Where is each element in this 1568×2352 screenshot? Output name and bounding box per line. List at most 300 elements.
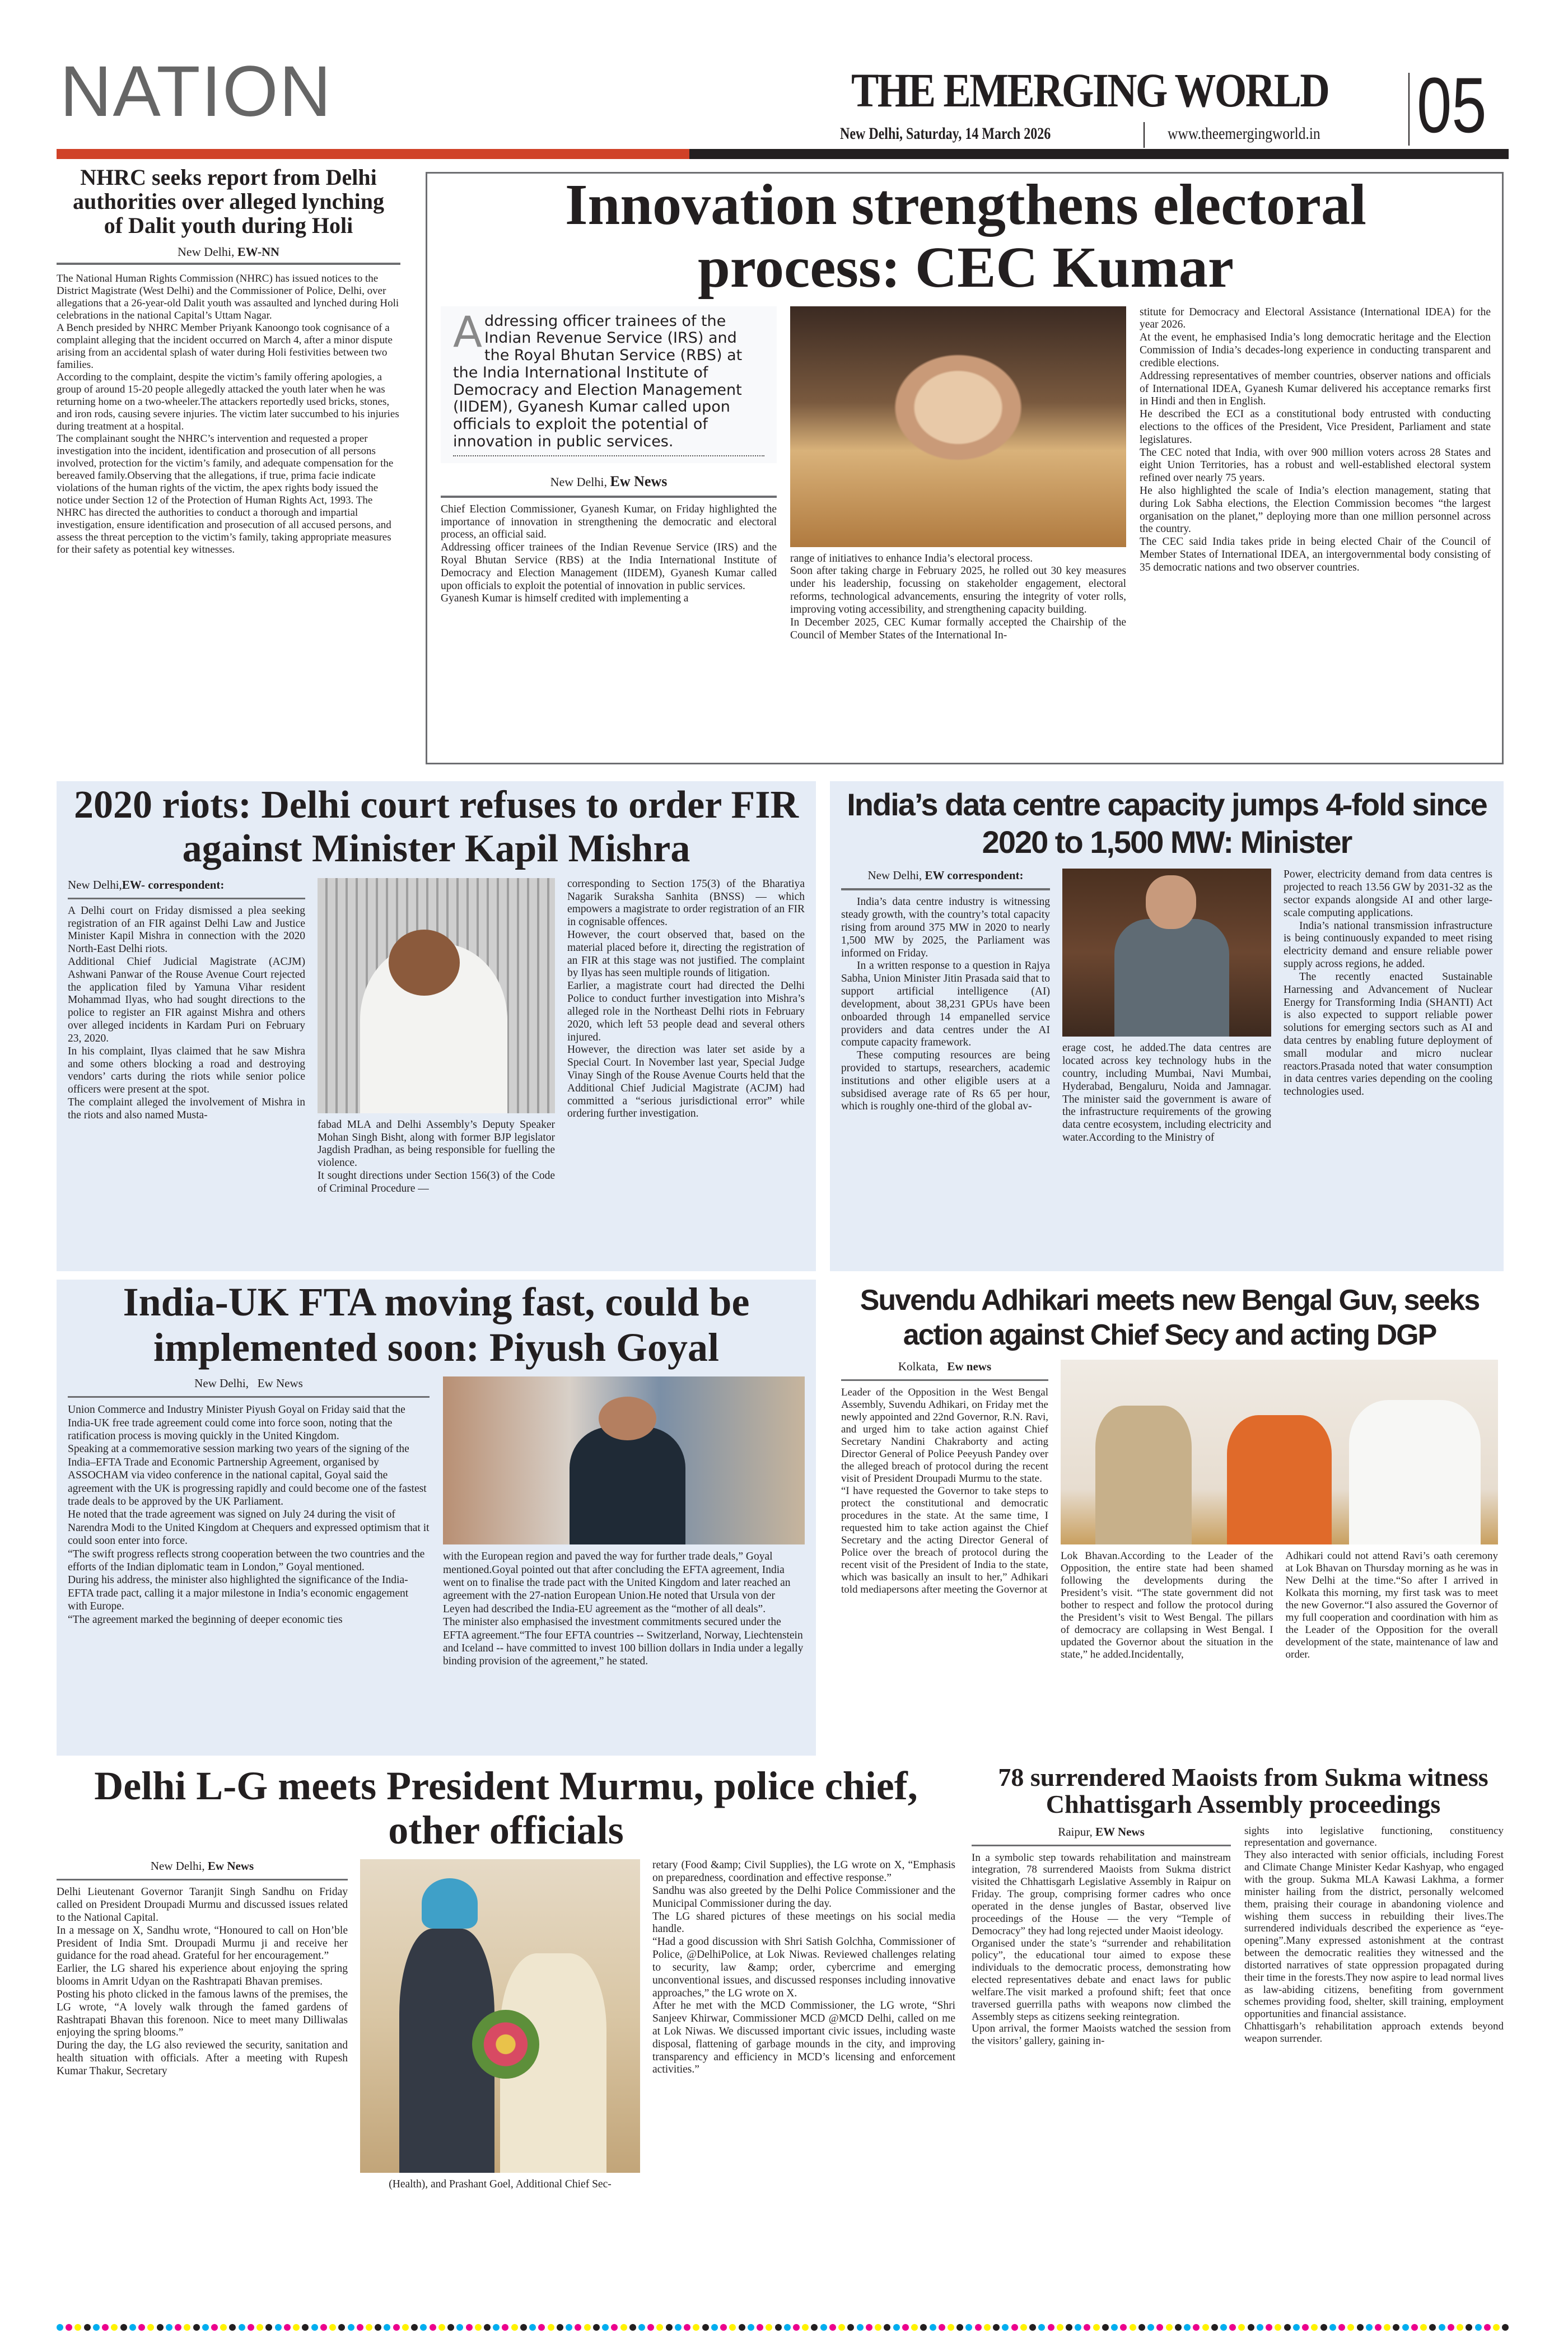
paragraph: Addressing representatives of member countries, observer nations and officials of International IDEA, Gyanesh Kumar delivered his acceptance remarks first in Hindi and then in English. <box>1140 370 1491 408</box>
paragraph: “I have requested the Governor to take steps to protect the constitutional and democratic procedures in the state. At the same time, I requested him to take action against the Chief Secretary and the acting Director General of Police over the breach of protocol during the recent visit of the President of India to the state, which was basically an insult to her,” Adhikari told mediapersons after meeting the Governor at <box>841 1485 1048 1596</box>
registration-dot <box>1166 2324 1173 2331</box>
registration-dot <box>930 2324 936 2331</box>
registration-dot <box>293 2324 300 2331</box>
registration-dot <box>838 2324 845 2331</box>
registration-dot <box>348 2324 354 2331</box>
registration-dot <box>520 2324 527 2331</box>
registration-dot <box>1029 2324 1036 2331</box>
registration-dot <box>1184 2324 1191 2331</box>
paragraph: In December 2025, CEC Kumar formally accepted the Chairship of the Council of Member States of the International In- <box>790 616 1126 641</box>
paragraph: Earlier, a magistrate court had directed the Delhi Police to conduct further investigation into Mishra’s alleged role in the Northeast Delhi riots in February 2020, which left 53 people dead and several others injured. <box>567 980 805 1043</box>
paragraph: At the event, he emphasised India’s long democratic heritage and the Election Commission of India’s decades-long experience in conducting transparent and credible elections. <box>1140 332 1491 369</box>
registration-dot <box>802 2324 809 2331</box>
paragraph: Organised under the state’s “surrender and rehabilitation policy”, the educational tour aimed to expose these individuals to the democratic process, demonstrating how elected representatives debate and enact laws for public welfare.The visit marked a profound shift; feet that once traversed guerrilla paths with weapons now climbed the Assembly steps as citizens seeking reintegration. <box>972 1937 1231 2023</box>
paragraph: Leader of the Opposition in the West Bengal Assembly, Suvendu Adhikari, on Friday met the newly appointed and 22nd Governor, R.N. Ravi, and urged him to take action against Chief Secretary Nandini Chakraborty and acting Director General of Police Peeyush Pandey over the alleged breach of protocol during the recent visit of President Droupadi Murmu to the state. <box>841 1386 1048 1485</box>
paragraph: After he met with the MCD Commissioner, the LG wrote, “Shri Sanjeev Khirwar, Commissioner MCD @MCD Delhi, called on me at Lok Niwas. We discussed important civic issues, including waste disposal, flattening of garbage mounds in the city, and improving transparency and efficiency in MCD’s licensing and enforcement activities.” <box>652 2000 955 2076</box>
registration-dot <box>602 2324 609 2331</box>
registration-dot <box>1057 2324 1063 2331</box>
registration-dot <box>420 2324 427 2331</box>
article-body-col1 <box>841 896 1050 1113</box>
byline-agency: Ew News <box>207 1859 254 1873</box>
divider <box>841 1379 1048 1381</box>
paragraph: range of initiatives to enhance India’s electoral process. <box>790 552 1033 564</box>
paragraph: He described the ECI as a constitutional body entrusted with conducting elections to the offices of the President, Vice President, Parliament and state legislatures. <box>1140 408 1491 446</box>
registration-dot <box>775 2324 782 2331</box>
paragraph: In a message on X, Sandhu wrote, “Honoured to call on Hon’ble President of India Smt. Droupadi Murmu ji and receive her guidance for the road ahead. Grateful for her encouragement.” <box>57 1924 348 1962</box>
paragraph: He also highlighted the scale of India’s election management, stating that during Lok Sabha elections, the Election Commission becomes “the largest organisation on the planet,” deploying more than one million personnel across the country. <box>1140 485 1491 535</box>
paragraph: India’s national transmission infrastructure is being continuously expanded to meet rising electricity demand and ensure reliable power supply across regions, he added. <box>1284 920 1492 970</box>
registration-dot <box>1493 2324 1500 2331</box>
paragraph: A Bench presided by NHRC Member Priyank Kanoongo took cognisance of a complaint alleging that the incident occurred on March 4, after a minor dispute arising from an accidental splash of water during Holi festivities between two families. <box>57 321 393 371</box>
registration-dot <box>911 2324 918 2331</box>
registration-dot <box>1402 2324 1409 2331</box>
registration-dot <box>629 2324 636 2331</box>
paragraph: “The swift progress reflects strong cooperation between the two countries and the efforts of the Indian diplomatic team in London,” Goyal mentioned. <box>68 1548 425 1573</box>
registration-dot <box>239 2324 245 2331</box>
registration-dot <box>1293 2324 1300 2331</box>
article-body-col2 <box>1061 1550 1273 1661</box>
divider <box>68 1396 430 1398</box>
paragraph: The complaint alleged the involvement of Mishra in the riots and also named Musta- <box>68 1096 305 1121</box>
registration-dot <box>984 2324 991 2331</box>
byline-place: New Delhi, <box>867 869 922 883</box>
headline: India’s data centre capacity jumps 4-fold since 2020 to 1,500 MW: Minister <box>847 787 1487 860</box>
headline: Delhi L-G meets President Murmu, police chief, other officials <box>94 1763 918 1853</box>
registration-dot <box>430 2324 436 2331</box>
registration-dot <box>948 2324 954 2331</box>
registration-dot <box>1302 2324 1309 2331</box>
paragraph: fabad MLA and Delhi Assembly’s Deputy Speaker Mohan Singh Bisht, along with former BJP legislator Jagdish Pradhan, as being responsible for fuelling the violence. <box>318 1118 555 1169</box>
paragraph: India’s data centre industry is witnessing steady growth, with the country’s total capacity rising from around 375 MW in 2020 to nearly 1,500 MW by 2025, the Parliament was informed on Friday. <box>841 896 1050 959</box>
registration-dot <box>493 2324 500 2331</box>
paragraph: According to the complaint, despite the victim’s family offering apologies, a group of around 15-20 people allegedly attacked the youth later when he was returning home on a two-wheeler.The attackers reportedly used bricks, stones, and iron rods, causing severe injuries. The victim later succumbed to his injuries during treatment at a hospital. <box>57 371 399 432</box>
paragraph: During his address, the minister also highlighted the significance of the India-EFTA trade pact, calling it a major milestone in India’s economic engagement with Europe. <box>68 1574 409 1613</box>
registration-dot <box>411 2324 418 2331</box>
registration-dot <box>74 2324 81 2331</box>
registration-dot <box>202 2324 209 2331</box>
registration-dot <box>1420 2324 1427 2331</box>
registration-dot <box>902 2324 909 2331</box>
registration-dot <box>193 2324 200 2331</box>
byline-place: New Delhi, <box>550 474 608 489</box>
registration-dot <box>1266 2324 1272 2331</box>
registration-dot <box>466 2324 473 2331</box>
byline <box>68 878 305 892</box>
registration-dot <box>1156 2324 1163 2331</box>
registration-dot <box>275 2324 282 2331</box>
paragraph: However, the direction was later set aside by a Special Court. In November last year, Special Judge Vinay Singh of the Rouse Avenue Courts held that the Additional Chief Judicial Magistrate (ACJM) had committed a “serious jurisdictional error” while ordering further investigation. <box>567 1044 805 1120</box>
registration-dot <box>857 2324 864 2331</box>
registration-dot <box>1502 2324 1509 2331</box>
header-divider <box>1144 122 1145 148</box>
registration-dot <box>538 2324 545 2331</box>
paragraph: Upon arrival, the former Maoists watched the session from the visitors’ gallery, gaining in- <box>972 2023 1231 2047</box>
article-body-col1 <box>68 905 305 1122</box>
registration-dot <box>1011 2324 1018 2331</box>
registration-dot <box>566 2324 572 2331</box>
divider <box>441 496 777 498</box>
article-datacentre <box>830 781 1504 1271</box>
registration-dot <box>1411 2324 1418 2331</box>
cec-photo <box>790 306 1126 547</box>
registration-dot <box>693 2324 699 2331</box>
byline <box>57 245 400 259</box>
byline-place: New Delhi, <box>68 878 122 892</box>
pull-quote <box>441 306 777 463</box>
registration-dot <box>393 2324 400 2331</box>
website-link[interactable]: www.theemergingworld.in <box>1168 124 1320 143</box>
paragraph: Chhattisgarh’s rehabilitation approach extends beyond weapon surrender. <box>1244 2020 1504 2045</box>
article-body-col2 <box>443 1550 805 1668</box>
registration-dot <box>702 2324 709 2331</box>
registration-dot <box>1311 2324 1318 2331</box>
paragraph: They also interacted with senior officials, including Forest and Climate Change Minister Kedar Kashyap, who engaged with the group. Sukma MLA Kawasi Lakhma, a former minister hailing from the district, personally welcomed them, praising their courage in abandoning violence and wishing them success in rebuilding their lives.The surrendered individuals described the experience as “eye-opening”.Many expressed astonishment at the contrast between the democratic realities they witnessed and the distorted narratives of state oppression propagated during their time in the forests.They now aspire to lead normal lives as law-abiding citizens, benefiting from government schemes providing food, shelter, skill training, employment opportunities and financial assistance. <box>1244 1849 1504 2020</box>
registration-dot <box>1175 2324 1182 2331</box>
paragraph: Power, electricity demand from data centres is projected to reach 13.56 GW by 2031-32 as the sector expands alongside AI and other large-scale computing applications. <box>1284 869 1492 919</box>
paragraph: “Had a good discussion with Shri Satish Golchha, Commissioner of Police, @DelhiPolice, at Lok Niwas. Reviewed challenges relating to security, law &amp; order, cybercrime and emerging unconventional issues, and discussed responses including innovative approaches,” the LG wrote on X. <box>652 1936 955 1999</box>
registration-dot <box>311 2324 318 2331</box>
page-number: 05 <box>1417 61 1487 149</box>
divider <box>972 1845 1231 1846</box>
registration-dot <box>1084 2324 1090 2331</box>
registration-dot <box>375 2324 381 2331</box>
dotted-rule <box>453 455 764 456</box>
registration-dot <box>920 2324 927 2331</box>
article-cec <box>426 172 1504 764</box>
byline-agency: EW News <box>1095 1824 1145 1838</box>
paragraph: The complainant sought the NHRC’s intervention and requested a proper investigation into the incident, identification and prosecution of all persons involved, protection for the victim’s family, and adequate compensation for the bereaved family.Observing that the allegations, if true, prima facie indicate violations of the human rights of the victim, the apex rights body issued the notice under Section 12 of the Protection of Human Rights Act, 1993. The NHRC has directed the authorities to conduct a thorough and impartial investigation, ensure identification and prosecution of all accused persons, and assess the threat perception to the victim’s family, taking appropriate measures for their safety as potential key witnesses. <box>57 432 394 556</box>
registration-dot <box>875 2324 881 2331</box>
dateline: New Delhi, Saturday, 14 March 2026 <box>840 124 1051 143</box>
article-body-col3 <box>1284 869 1492 1099</box>
registration-dot <box>620 2324 627 2331</box>
registration-dot <box>1375 2324 1382 2331</box>
byline-agency: Ew News <box>257 1376 303 1390</box>
registration-dot <box>1138 2324 1145 2331</box>
article-body-col2 <box>318 1119 555 1196</box>
registration-dot <box>1120 2324 1127 2331</box>
registration-dot <box>1439 2324 1445 2331</box>
registration-dot <box>584 2324 591 2331</box>
registration-dot <box>1075 2324 1081 2331</box>
article-body-col1 <box>972 1852 1231 2048</box>
article-body-col1 <box>57 1886 348 2078</box>
byline-agency: Ew news <box>947 1359 992 1373</box>
paragraph: with the European region and paved the way for further trade deals,” Goyal mentioned.Goyal pointed out that after concluding the EFTA agreement, India went on to finalise the trade pact with the United Kingdom and later reached an agreement with the 27-nation European Union.He noted that Ursula von der Leyen had described the India-EU agreement as the “mother of all deals”. <box>443 1551 791 1615</box>
registration-dot <box>1102 2324 1109 2331</box>
registration-dot <box>638 2324 645 2331</box>
byline <box>972 1825 1231 1839</box>
paragraph: In a written response to a question in Rajya Sabha, Union Minister Jitin Prasada said that to support artificial intelligence (AI) development, about 38,231 GPUs have been onboarded through 14 empanelled service providers and data centres under the AI compute capacity framework. <box>841 960 1050 1049</box>
paragraph: Sandhu was also greeted by the Delhi Police Commissioner and the Municipal Commissioner during the day. <box>652 1885 955 1910</box>
registration-dot <box>766 2324 772 2331</box>
article-riots <box>57 781 816 1271</box>
article-body-col2 <box>790 553 1126 642</box>
article-maoists <box>966 1764 1504 2316</box>
paragraph: The LG shared pictures of these meetings on his social media handle. <box>652 1910 955 1935</box>
paragraph: (Health), and Prashant Goel, Additional Chief Sec- <box>389 2178 612 2191</box>
registration-dot <box>384 2324 390 2331</box>
registration-dot <box>1220 2324 1227 2331</box>
registration-dot <box>884 2324 890 2331</box>
kapil-mishra-photo <box>318 878 555 1113</box>
registration-dot <box>265 2324 272 2331</box>
paragraph: These computing resources are being provided to startups, researchers, academic institutions and other eligible users at a subsidised average rate of Rs 65 per hour, which is roughly one-third of the global av- <box>841 1049 1050 1113</box>
paragraph: Adhikari could not attend Ravi’s oath ceremony at Lok Bhavan on Thursday morning as he was in New Delhi at the time.“So after I arrived in Kolkata this morning, my first task was to meet the new Governor.“I also assured the Governor of my full cooperation and coordination with him as the Leader of the Opposition for the overall development of the state, maintenance of law and order. <box>1285 1550 1498 1661</box>
registration-dot <box>965 2324 972 2331</box>
headline: Innovation strengthens electoral process: CEC Kumar <box>565 172 1366 300</box>
registration-dot <box>1484 2324 1491 2331</box>
registration-dot <box>229 2324 236 2331</box>
registration-dot <box>57 2324 63 2331</box>
registration-dot <box>1020 2324 1027 2331</box>
byline-agency: EW-NN <box>237 244 279 259</box>
paragraph: Posting his photo clicked in the famous lawns of the premises, the LG wrote, “A lovely walk through the famed gardens of Rashtrapati Bhavan this forenoon. Nice to meet many Dilliwalas enjoying the spring blooms.” <box>57 1988 348 2039</box>
registration-dot <box>1384 2324 1390 2331</box>
registration-dot <box>829 2324 836 2331</box>
divider <box>68 898 305 899</box>
registration-dot <box>1111 2324 1118 2331</box>
headline: 78 surrendered Maoists from Sukma witness Chhattisgarh Assembly proceedings <box>998 1763 1488 1819</box>
registration-dot <box>1130 2324 1136 2331</box>
registration-dot <box>684 2324 690 2331</box>
registration-dot <box>1238 2324 1245 2331</box>
registration-dot <box>66 2324 72 2331</box>
registration-dot <box>656 2324 663 2331</box>
registration-dot <box>220 2324 227 2331</box>
header-bar <box>689 149 1509 159</box>
registration-dot <box>129 2324 136 2331</box>
registration-dot <box>366 2324 372 2331</box>
paragraph: Lok Bhavan.According to the Leader of the Opposition, the entire state had been shamed following the developments during the President’s visit. “The state government did not bother to respect and follow the protocol during the President’s visit to West Bengal. The pillars of democracy are collapsing in West Bengal. I updated the Governor about the situation in the state,” he added.Incidentally, <box>1061 1550 1273 1661</box>
byline-place: New Delhi, <box>194 1376 249 1390</box>
registration-dot <box>1257 2324 1263 2331</box>
article-body-col1 <box>68 1403 430 1626</box>
article-body-col3 <box>567 878 805 1121</box>
divider <box>57 263 400 265</box>
paragraph: erage cost, he added.The data centres are located across key technology hubs in the country, including Mumbai, Navi Mumbai, Hyderabad, Bengaluru, Noida and Jamnagar. The minister said the government is aware of the infrastructure requirements of the growing data centre ecosystem, including electricity and water.According to the Ministry of <box>1062 1042 1271 1144</box>
registration-dot <box>1329 2324 1336 2331</box>
byline-agency: EW- correspondent: <box>122 878 225 892</box>
registration-dot <box>739 2324 745 2331</box>
registration-dot <box>138 2324 145 2331</box>
jitin-prasada-photo <box>1062 869 1271 1037</box>
byline <box>68 1376 430 1390</box>
registration-dot <box>811 2324 818 2331</box>
registration-dot <box>502 2324 508 2331</box>
registration-dot <box>184 2324 190 2331</box>
byline <box>441 473 777 490</box>
headline: 2020 riots: Delhi court refuses to order FIR against Minister Kapil Mishra <box>73 783 799 871</box>
paragraph: It sought directions under Section 156(3) of the Code of Criminal Procedure — <box>318 1170 555 1194</box>
registration-dot <box>1457 2324 1463 2331</box>
registration-dot <box>402 2324 409 2331</box>
registration-dot <box>438 2324 445 2331</box>
registration-dot <box>211 2324 218 2331</box>
registration-dot <box>1002 2324 1009 2331</box>
divider <box>57 1879 348 1880</box>
paragraph: Union Commerce and Industry Minister Piyush Goyal on Friday said that the India-UK free trade agreement could come into force soon, noting that the ratification process is moving quickly in the United Kingdom. <box>68 1404 405 1443</box>
registration-dot <box>748 2324 754 2331</box>
registration-dot <box>1275 2324 1281 2331</box>
paragraph: retary (Food &amp; Civil Supplies), the LG wrote on X, “Emphasis on preparedness, coordination and effective response.” <box>652 1859 955 1884</box>
registration-dot <box>157 2324 164 2331</box>
registration-dot <box>1320 2324 1327 2331</box>
article-body-col3 <box>1286 1550 1499 1661</box>
section-label: NATION <box>60 52 333 132</box>
registration-dot <box>611 2324 618 2331</box>
registration-dot <box>784 2324 791 2331</box>
byline-agency: Ew News <box>610 473 668 489</box>
paragraph: Gyanesh Kumar is himself credited with implementing a <box>441 592 689 605</box>
registration-dot <box>529 2324 536 2331</box>
article-suvendu <box>830 1280 1504 1756</box>
byline <box>57 1859 348 1873</box>
registration-dot <box>1038 2324 1045 2331</box>
registration-dot <box>256 2324 263 2331</box>
registration-dot <box>175 2324 181 2331</box>
registration-dot <box>1048 2324 1054 2331</box>
registration-dot <box>1229 2324 1236 2331</box>
paragraph: In a symbolic step towards rehabilitation and mainstream integration, 78 surrendered Maoists from Sukma district visited the Chhattisgarh Legislative Assembly in Raipur on Friday. The group, comprising former cadres who once operated in the dense jungles of Bastar, observed live proceedings of the House — the very “Temple of Democracy” they had long rejected under Maoist ideology. <box>972 1851 1231 1937</box>
registration-dot <box>166 2324 172 2331</box>
byline-agency: EW correspondent: <box>925 869 1024 883</box>
registration-dot <box>475 2324 482 2331</box>
paragraph: A Delhi court on Friday dismissed a plea seeking registration of an FIR against Delhi Law and Justice Minister Kapil Mishra in connection with the 2020 North-East Delhi riots. <box>68 904 305 955</box>
registration-dot <box>1284 2324 1291 2331</box>
registration-dot <box>1448 2324 1454 2331</box>
paragraph: The CEC said India takes pride in being elected Chair of the Council of Member States of International IDEA, an intergovernmental body consisting of 35 democratic nations and two observer countries. <box>1140 536 1491 573</box>
byline <box>841 1360 1048 1374</box>
paragraph: Speaking at a commemorative session marking two years of the signing of the India–EFTA Trade and Economic Partnership Agreement, organised by ASSOCHAM via video conference in the national capital, Goyal said the agreement with the UK is progressing rapidly and could become one of the fastest trade deals to be approved by the UK Parliament. <box>68 1443 427 1508</box>
registration-dot <box>993 2324 1000 2331</box>
registration-dot <box>338 2324 345 2331</box>
registration-dot <box>120 2324 127 2331</box>
registration-dot <box>1466 2324 1472 2331</box>
registration-dot <box>1193 2324 1200 2331</box>
headline: India-UK FTA moving fast, could be implemented soon: Piyush Goyal <box>123 1280 750 1370</box>
headline: NHRC seeks report from Delhi authorities over alleged lynching of Dalit youth during Holi <box>73 165 384 239</box>
divider <box>841 888 1050 890</box>
paragraph: The recently enacted Sustainable Harnessing and Advancement of Nuclear Energy for Transforming India (SHANTI) Act is also expected to support reliable power solutions for emerging sectors such as AI and data centres by enabling future deployment of small modular and micro nuclear reactors.Prasada noted that water consumption in data centres varies depending on the cooling technologies used. <box>1284 970 1492 1098</box>
article-body-col3 <box>1140 306 1491 575</box>
registration-dot <box>284 2324 291 2331</box>
registration-dot <box>93 2324 100 2331</box>
paragraph: Soon after taking charge in February 2025, he rolled out 30 key measures under his leadership, focussing on stakeholder engagement, electoral reforms, technological advancements, ensuring the integrity of voter rolls, improving voting accessibility, and strengthening capacity building. <box>790 565 1126 615</box>
registration-dot <box>1147 2324 1154 2331</box>
registration-dot <box>248 2324 254 2331</box>
byline <box>841 869 1050 883</box>
registration-dot <box>711 2324 718 2331</box>
registration-dot <box>357 2324 363 2331</box>
paragraph: “The agreement marked the beginning of deeper economic ties <box>68 1613 343 1626</box>
registration-dot <box>666 2324 673 2331</box>
registration-dot <box>1393 2324 1399 2331</box>
registration-dot <box>893 2324 900 2331</box>
registration-dot <box>484 2324 491 2331</box>
registration-dot <box>1211 2324 1218 2331</box>
registration-dot <box>102 2324 109 2331</box>
registration-dot <box>575 2324 581 2331</box>
registration-dot <box>511 2324 518 2331</box>
piyush-goyal-photo <box>443 1376 805 1544</box>
article-body <box>57 273 400 557</box>
lg-president-photo <box>360 1859 640 2173</box>
article-body-col2 <box>360 2178 640 2191</box>
paragraph: Chief Election Commissioner, Gyanesh Kumar, on Friday highlighted the importance of innovation in strengthening the democratic and electoral process, an official said. <box>441 503 777 541</box>
registration-dot <box>647 2324 654 2331</box>
paragraph: corresponding to Section 175(3) of the Bharatiya Nagarik Suraksha Sanhita (BNSS) — which empowers a magistrate to order registration of an FIR in cognisable offences. <box>567 878 805 928</box>
registration-dot <box>147 2324 154 2331</box>
registration-dot <box>1248 2324 1254 2331</box>
pull-quote-text: ddressing officer trainees of the Indian Revenue Service (IRS) and the Royal Bhutan Service (RBS) at the India International Institute of Democracy and Election Management (IIDEM), Gyanesh Kumar called upon officials to exploit the potential of innovation in public services. <box>453 312 743 450</box>
registration-dot <box>866 2324 872 2331</box>
paragraph: The National Human Rights Commission (NHRC) has issued notices to the District Magistrate (West Delhi) and the Commissioner of Police, Delhi, over allegations that a 26-year-old Dalit youth was assaulted and lynched during Holi celebrations in the national Capital’s Uttam Nagar. <box>57 272 399 321</box>
paragraph: Addressing officer trainees of the Indian Revenue Service (IRS) and the Royal Bhutan Service (RBS) at the India International Institute of Democracy and Election Management (IIDEM), Gyanesh Kumar called upon officials to exploit the potential of innovation in public services. <box>441 542 777 592</box>
paragraph: The CEC noted that India, with over 900 million voters across 28 States and eight Union Territories, has a robust and well-established electoral system refined over nearly 75 years. <box>1140 446 1491 484</box>
paragraph: The minister also emphasised the investment commitments secured under the EFTA agreement.“The four EFTA countries -- Switzerland, Norway, Liechtenstein and Iceland -- have committed to invest 100 billion dollars in India under a legally binding provision of the agreement,” he stated. <box>443 1616 804 1668</box>
headline: Suvendu Adhikari meets new Bengal Guv, seeks action against Chief Secy and acting DGP <box>860 1284 1480 1352</box>
registration-dot <box>675 2324 682 2331</box>
registration-dot <box>939 2324 945 2331</box>
masthead: THE EMERGING WORLD <box>851 63 1329 117</box>
registration-marks <box>57 2324 1509 2333</box>
article-fta <box>57 1280 816 1756</box>
drop-cap: A <box>453 306 482 357</box>
byline-place: New Delhi, <box>150 1859 205 1873</box>
registration-dot <box>593 2324 600 2331</box>
registration-dot <box>456 2324 463 2331</box>
registration-dot <box>447 2324 454 2331</box>
article-body-col1 <box>841 1387 1048 1597</box>
paragraph: However, the court observed that, based on the material placed before it, directing the registration of an FIR at this stage was not justified. The complaint by Ilyas has seen multiple rounds of litigation. <box>567 929 805 979</box>
article-lg <box>57 1764 955 2316</box>
registration-dot <box>793 2324 800 2331</box>
registration-dot <box>329 2324 336 2331</box>
paragraph: In his complaint, Ilyas claimed that he saw Mishra and some others blocking a road and destroying vendors’ carts during the riots while senior police officers were present at the spot. <box>68 1045 305 1096</box>
registration-dot <box>1066 2324 1072 2331</box>
paragraph: During the day, the LG also reviewed the security, sanitation and health situation with officials. After a meeting with Rupesh Kumar Thakur, Secretary <box>57 2040 348 2077</box>
registration-dot <box>111 2324 118 2331</box>
byline-place: Raipur, <box>1058 1824 1093 1838</box>
registration-dot <box>1475 2324 1482 2331</box>
paragraph: He noted that the trade agreement was signed on July 24 during the visit of Narendra Modi to the United Kingdom at Chequers and expressed optimism that it could soon enter into force. <box>68 1509 430 1547</box>
registration-dot <box>956 2324 963 2331</box>
paragraph: Earlier, the LG shared his experience about enjoying the spring blooms in Amrit Udyan on the Rashtrapati Bhavan premises. <box>57 1963 348 1988</box>
registration-dot <box>847 2324 854 2331</box>
paragraph: stitute for Democracy and Electoral Assistance (International IDEA) for the year 2026. <box>1140 306 1491 331</box>
byline-place: New Delhi, <box>178 244 235 259</box>
registration-dot <box>720 2324 727 2331</box>
paragraph: Additional Chief Judicial Magistrate (ACJM) Ashwani Panwar of the Rouse Avenue Court rejected the application filed by Yamuna Vihar resident Mohammad Ilyas, who had sought directions to the police to register an FIR against Mishra and others over alleged incidents in Kardam Puri on February 23, 2020. <box>68 956 305 1044</box>
article-nhrc <box>57 165 400 764</box>
article-body-col3 <box>652 1859 955 2076</box>
paragraph: Delhi Lieutenant Governor Taranjit Singh Sandhu on Friday called on President Droupadi Murmu and discussed issues related to the National Capital. <box>57 1886 348 1924</box>
paragraph: sights into legislative functioning, constituency representation and governance. <box>1244 1824 1504 1849</box>
article-body-col2 <box>1062 1042 1271 1145</box>
registration-dot <box>975 2324 982 2331</box>
registration-dot <box>302 2324 309 2331</box>
registration-dot <box>320 2324 327 2331</box>
registration-dot <box>1366 2324 1373 2331</box>
registration-dot <box>557 2324 563 2331</box>
article-body-col1 <box>441 503 777 606</box>
registration-dot <box>84 2324 91 2331</box>
suvendu-governor-photo <box>1061 1360 1498 1544</box>
registration-dot <box>1202 2324 1209 2331</box>
registration-dot <box>757 2324 763 2331</box>
registration-dot <box>1357 2324 1364 2331</box>
